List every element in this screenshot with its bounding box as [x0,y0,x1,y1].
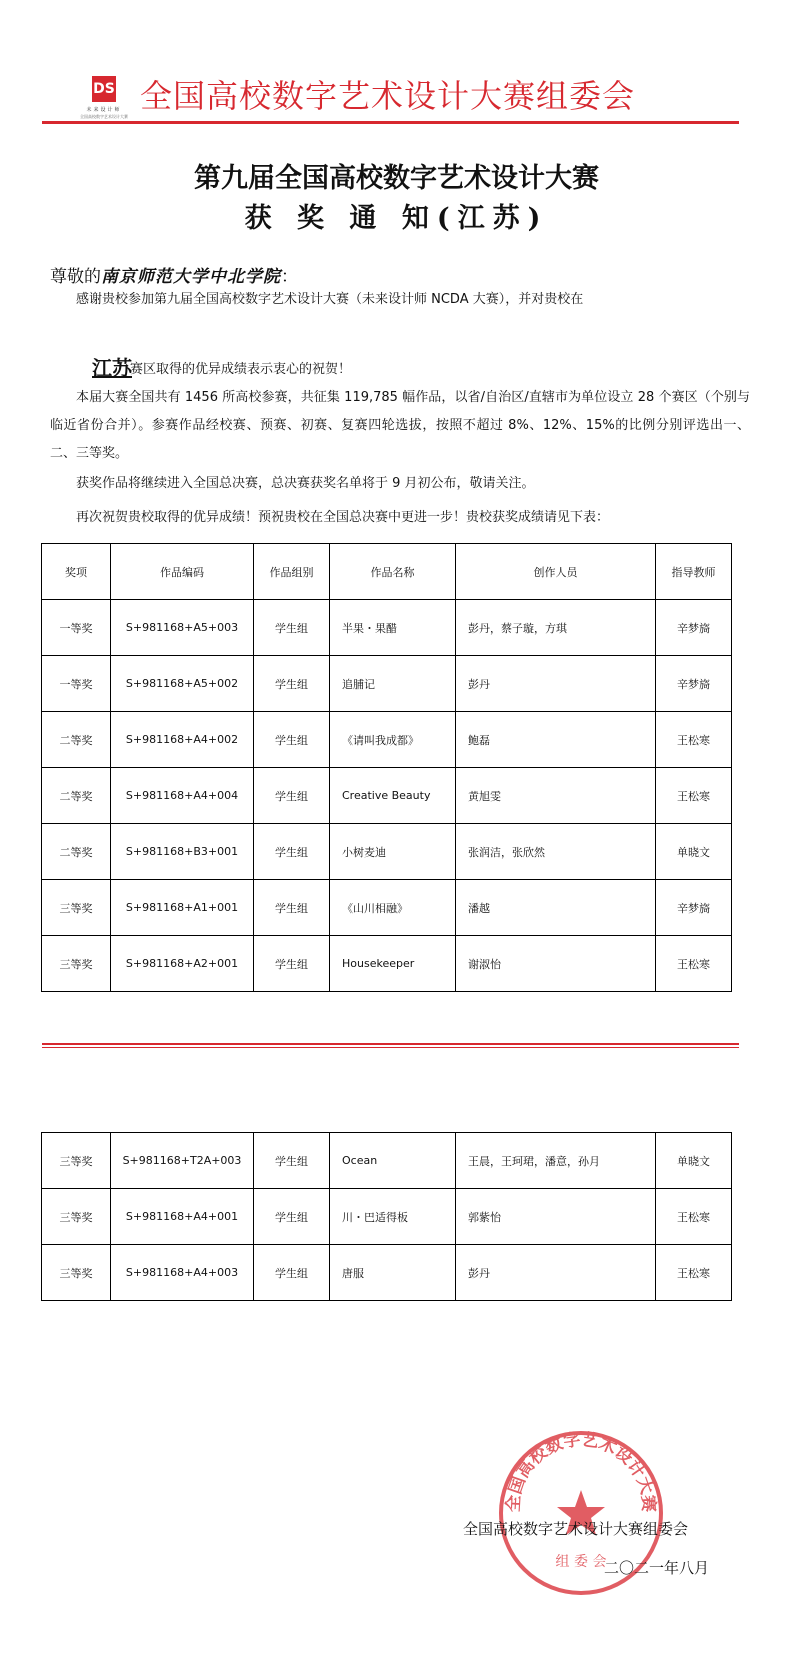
cell-title: 《山川相融》 [330,880,456,936]
signature-org: 全国高校数字艺术设计大赛组委会 [463,1520,689,1538]
cell-group: 学生组 [254,1189,330,1245]
cell-award: 三等奖 [42,1189,111,1245]
cell-group: 学生组 [254,936,330,992]
cell-code: S+981168+A4+001 [111,1189,254,1245]
cell-creators: 张润洁，张欣然 [456,824,656,880]
header-award: 奖项 [42,544,111,600]
table-row [42,656,732,712]
greeting [50,262,298,287]
cell-title: 半果・果醋 [330,600,456,656]
cell-award: 一等奖 [42,656,111,712]
header-advisor: 指导教师 [656,544,732,600]
cell-creators: 鲍磊 [456,712,656,768]
cell-creators: 彭丹 [456,656,656,712]
school-name: 南京师范大学中北学院 [101,267,281,287]
cell-code: S+981168+A1+001 [111,880,254,936]
table-header-row [42,544,732,600]
cell-code: S+981168+A2+001 [111,936,254,992]
cell-award: 二等奖 [42,768,111,824]
greeting-suffix: ： [281,267,298,287]
greeting-prefix: 尊敬的 [50,267,101,287]
header-group: 作品组别 [254,544,330,600]
header-code: 作品编码 [111,544,254,600]
cell-creators: 郭紫怡 [456,1189,656,1245]
cell-award: 三等奖 [42,936,111,992]
cell-advisor: 王松寒 [656,712,732,768]
congrats-text: 赛区取得的优异成绩表示衷心的祝贺！ [130,362,352,377]
awards-table [41,543,732,992]
cell-advisor: 辛梦旖 [656,880,732,936]
table-row [42,1245,732,1301]
table-row [42,824,732,880]
cell-group: 学生组 [254,712,330,768]
stats-paragraph: 本届大赛全国共有 1456 所高校参赛，共征集 119,785 幅作品，以省/自治区/直辖市为单位设立 28 个赛区（个别与临近省份合并）。参赛作品经校赛、预赛、初赛、复赛四轮选拔，按照不超过 8%、12%、15%的比例分别评选出一、二、三等奖。 [50,390,750,461]
header-title: 作品名称 [330,544,456,600]
cell-award: 三等奖 [42,1245,111,1301]
table-row [42,600,732,656]
cell-creators: 谢淑怡 [456,936,656,992]
header-creators: 创作人员 [456,544,656,600]
cell-advisor: 王松寒 [656,768,732,824]
cell-advisor: 王松寒 [656,1189,732,1245]
cell-advisor: 单晓文 [656,1133,732,1189]
table-row [42,1189,732,1245]
cell-advisor: 王松寒 [656,936,732,992]
cell-group: 学生组 [254,600,330,656]
logo-mark: DS [92,76,116,102]
table-row [42,1133,732,1189]
cell-award: 一等奖 [42,600,111,656]
cell-code: S+981168+A4+003 [111,1245,254,1301]
cell-award: 三等奖 [42,1133,111,1189]
cell-code: S+981168+B3+001 [111,824,254,880]
cell-creators: 彭丹 [456,1245,656,1301]
header-divider [42,121,739,124]
cell-code: S+981168+A4+004 [111,768,254,824]
table-row [42,880,732,936]
cell-title: Housekeeper [330,936,456,992]
cell-advisor: 王松寒 [656,1245,732,1301]
cell-award: 二等奖 [42,824,111,880]
logo-subcaption: 全国高校数字艺术设计大赛 [80,114,128,119]
page-break-line-thin [42,1047,739,1048]
cell-advisor: 辛梦旖 [656,600,732,656]
cell-creators: 王晨，王珂珺，潘意，孙月 [456,1133,656,1189]
cell-advisor: 单晓文 [656,824,732,880]
cell-title: 《请叫我成都》 [330,712,456,768]
signature-date: 二〇二一年八月 [604,1559,710,1577]
cell-title: Creative Beauty [330,768,456,824]
cell-group: 学生组 [254,768,330,824]
region-name: 江苏 [92,356,132,380]
cell-creators: 彭丹，蔡子璇，方琪 [456,600,656,656]
seal-arc-text: 全国高校数字艺术设计大赛 [503,1429,659,1513]
cell-group: 学生组 [254,1245,330,1301]
cell-group: 学生组 [254,1133,330,1189]
cell-group: 学生组 [254,824,330,880]
page-break-line [42,1043,739,1045]
closing-paragraph: 再次祝贺贵校取得的优异成绩！预祝贵校在全国总决赛中更进一步！贵校获奖成绩请见下表： [76,510,610,525]
notice-subtitle: 获 奖 通 知(江苏) [244,203,549,234]
cell-advisor: 辛梦旖 [656,656,732,712]
cell-code: S+981168+A5+002 [111,656,254,712]
notice-title: 第九届全国高校数字艺术设计大赛 [194,163,599,194]
cell-creators: 潘越 [456,880,656,936]
cell-title: 唐服 [330,1245,456,1301]
logo-caption: 未来设计师 [86,107,122,113]
cell-creators: 黄旭雯 [456,768,656,824]
cell-title: 小树麦迪 [330,824,456,880]
intro-paragraph: 感谢贵校参加第九届全国高校数字艺术设计大赛（未来设计师 NCDA 大赛），并对贵校在 [76,292,584,307]
cell-title: 川・巴适得板 [330,1189,456,1245]
cell-code: S+981168+T2A+003 [111,1133,254,1189]
cell-group: 学生组 [254,880,330,936]
table-row [42,936,732,992]
seal-bottom-text: 组 委 会 [555,1554,607,1570]
cell-title: Ocean [330,1133,456,1189]
table-row [42,768,732,824]
cell-code: S+981168+A5+003 [111,600,254,656]
cell-group: 学生组 [254,656,330,712]
cell-title: 追脯记 [330,656,456,712]
cell-award: 三等奖 [42,880,111,936]
letterhead-org-name: 全国高校数字艺术设计大赛组委会 [140,77,636,115]
awards-table-continued [41,1132,732,1301]
table-row [42,712,732,768]
cell-code: S+981168+A4+002 [111,712,254,768]
cell-award: 二等奖 [42,712,111,768]
final-notice-paragraph: 获奖作品将继续进入全国总决赛，总决赛获奖名单将于 9 月初公布，敬请关注。 [76,476,535,491]
